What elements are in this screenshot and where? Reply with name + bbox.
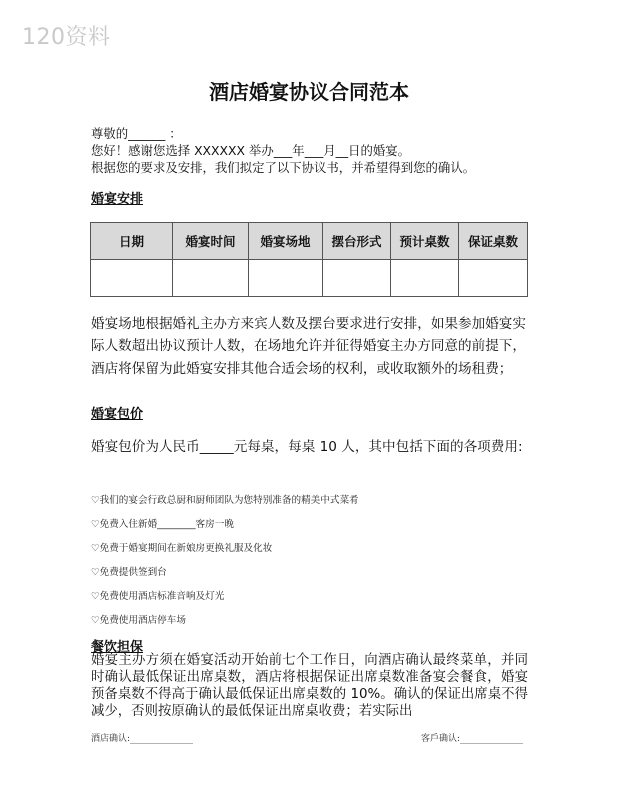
table-cell [173,260,249,297]
table-cell [249,260,323,297]
arrangement-table [90,222,528,297]
table-header-cell: 预计桌数 [391,223,459,260]
catering-paragraph: 婚宴主办方须在婚宴活动开始前七个工作日，向酒店确认最终菜单，并同时确认最低保证出席桌数，酒店将根据保证出席桌数准备宴会餐食，婚宴预备桌数不得高于确认最低保证出席桌数的 10%。确认的保证出席桌不得减少，否则按原确认的最低保证出席桌收费；若实际出 [91,653,528,719]
table-header-cell: 婚宴时间 [173,223,249,260]
watermark: 120资料 [22,25,111,50]
section-heading-arrangement: 婚宴安排 [91,192,144,207]
table-header-cell: 婚宴场地 [249,223,323,260]
hotel-confirmation: 酒店确认:______________ [91,734,194,744]
list-item: ♡免费入住新婚________客房一晚 [91,519,234,530]
intro-line-2: 根据您的要求及安排，我们拟定了以下协议书，并希望得到您的确认。 [91,160,476,175]
list-item: ♡免费提供签到台 [91,567,167,578]
list-item: ♡免费使用酒店停车场 [91,615,186,626]
client-confirmation: 客戶确认:______________ [421,734,524,744]
price-paragraph: 婚宴包价为人民币_____元每桌，每桌 10 人，其中包括下面的各项费用: [91,439,523,455]
greeting: 尊敬的______ ： [91,126,182,141]
section-heading-price: 婚宴包价 [91,407,144,422]
venue-paragraph: 婚宴场地根据婚礼主办方来宾人数及摆台要求进行安排，如果参加婚宴实际人数超出协议预计人数，在场地允许并征得婚宴主办方同意的前提下，酒店将保留为此婚宴安排其他合适会场的权利，或收取额外的场租费； [91,316,526,377]
table-header-cell: 保证桌数 [459,223,528,260]
section-heading-catering: 餐饮担保 [91,640,144,655]
document-title: 酒店婚宴协议合同范本 [209,80,409,104]
table-cell [459,260,528,297]
table-cell [391,260,459,297]
list-item: ♡我们的宴会行政总厨和厨师团队为您特别准备的精美中式菜肴 [91,495,359,506]
list-item: ♡免费使用酒店标准音响及灯光 [91,591,225,602]
table-header-cell: 摆台形式 [323,223,391,260]
table-row [91,260,528,297]
intro-line-1: 您好！感谢您选择 XXXXXX 举办___年___月__日的婚宴。 [91,143,411,158]
table-header-row [91,223,528,260]
table-cell [91,260,173,297]
table-header-cell: 日期 [91,223,173,260]
table-cell [323,260,391,297]
list-item: ♡免费于婚宴期间在新娘房更换礼服及化妆 [91,543,273,554]
